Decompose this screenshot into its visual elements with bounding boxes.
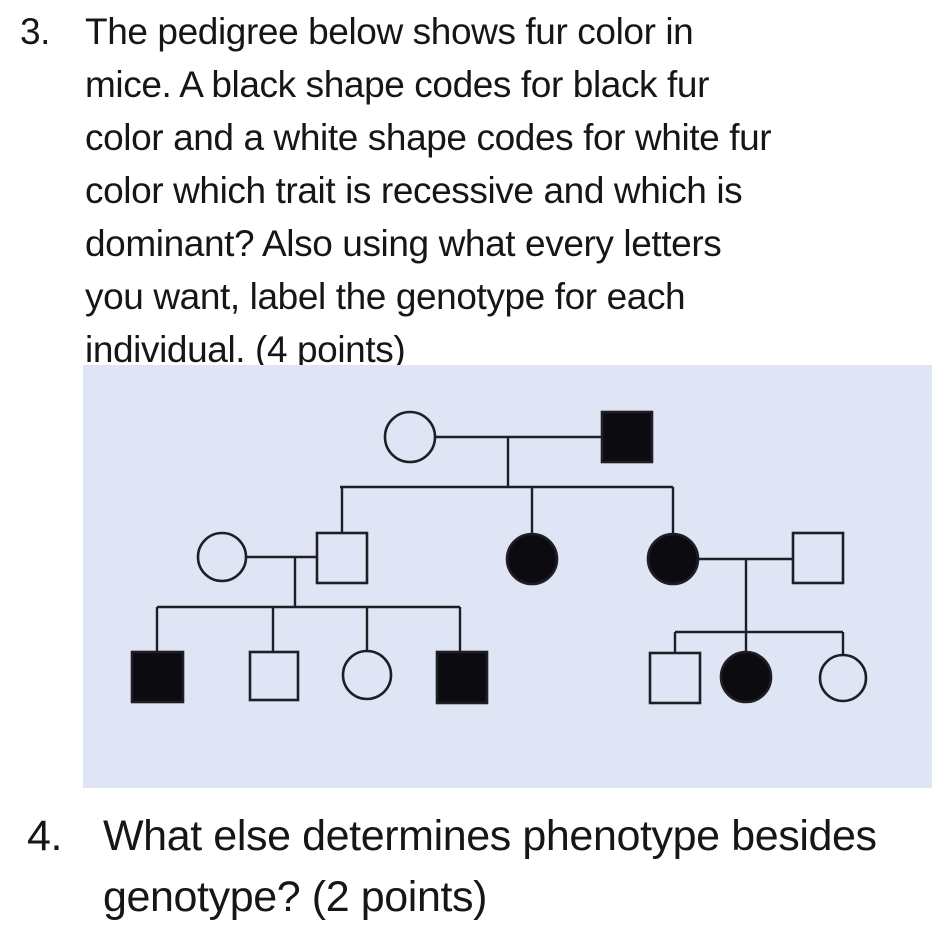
question-3-number: 3. (20, 11, 51, 52)
pedigree-individual-III-6 (721, 652, 771, 702)
pedigree-diagram (83, 365, 932, 788)
pedigree-individual-II-4 (648, 534, 698, 584)
pedigree-individual-III-2 (250, 652, 298, 700)
pedigree-individual-II-1 (198, 533, 246, 581)
pedigree-individual-II-3 (507, 534, 557, 584)
question-3-line: mice. A black shape codes for black fur (85, 64, 710, 105)
question-4 (27, 806, 877, 928)
question-4-line: genotype? (2 points) (103, 873, 488, 921)
pedigree-individual-III-5 (650, 653, 700, 703)
question-3-text (85, 5, 771, 376)
pedigree-individual-III-4 (437, 652, 487, 703)
question-3-line: dominant? Also using what every letters (85, 223, 722, 264)
question-4-text (103, 806, 877, 928)
pedigree-individual-I-1 (385, 412, 435, 462)
question-3-line: color and a white shape codes for white fur (85, 117, 772, 158)
pedigree-individual-II-2 (317, 533, 367, 583)
pedigree-image (83, 365, 932, 788)
question-3-line: color which trait is recessive and which is (85, 170, 743, 211)
question-4-line: What else determines phenotype besides (103, 812, 877, 860)
question-4-number: 4. (27, 812, 63, 860)
question-3-line: The pedigree below shows fur color in (85, 11, 694, 52)
question-3 (20, 5, 771, 376)
pedigree-individual-III-3 (343, 651, 391, 699)
pedigree-individual-II-5 (793, 533, 843, 583)
pedigree-individual-I-2 (602, 412, 652, 462)
pedigree-individual-III-1 (132, 652, 183, 702)
question-3-line: individual. (4 points) (85, 329, 406, 370)
pedigree-individual-III-7 (820, 655, 866, 701)
question-3-line: you want, label the genotype for each (85, 276, 686, 317)
